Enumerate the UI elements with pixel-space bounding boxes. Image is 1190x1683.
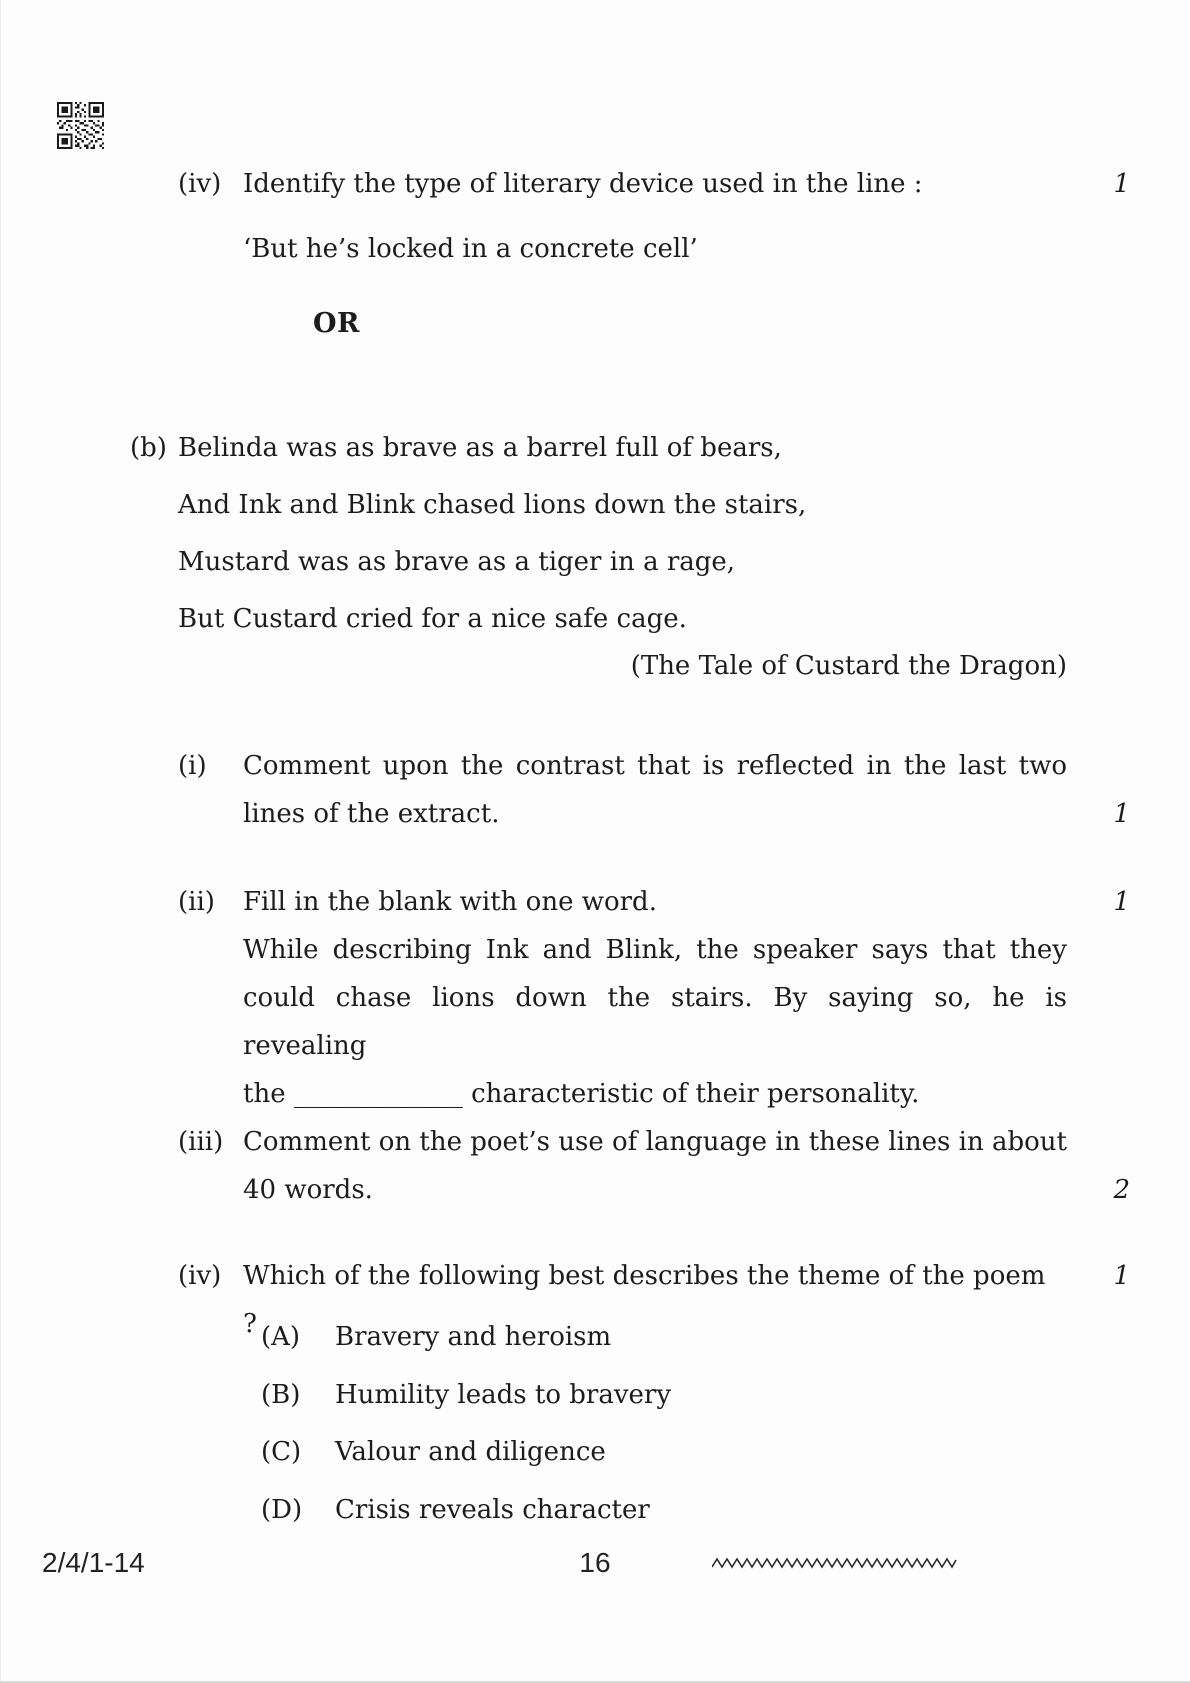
poem-line: Belinda was as brave as a barrel full of bears, — [178, 433, 782, 463]
question-number: (i) — [178, 751, 207, 781]
footer-paper-code: 2/4/1-14 — [42, 1547, 145, 1578]
marks-value: 1 — [1113, 169, 1130, 199]
question-a-iv — [178, 160, 1130, 208]
poem-extract — [178, 420, 806, 648]
or-separator: OR — [313, 308, 360, 339]
marks-value: 1 — [1113, 799, 1130, 829]
question-number: (iii) — [178, 1127, 224, 1157]
question-text: Which of the following best describes the theme of the poem ? — [243, 1261, 1046, 1339]
question-text-line: Comment upon the contrast that is reflected in the last two — [243, 751, 1067, 781]
question-text-line: lines of the extract. — [243, 799, 500, 829]
question-text-line: Comment on the poet’s use of language in these lines in about — [243, 1127, 1067, 1157]
option-text: Humility leads to bravery — [335, 1380, 672, 1410]
question-text-line: While describing Ink and Blink, the speaker says that they — [243, 935, 1067, 965]
option-label: (C) — [261, 1437, 302, 1467]
question-number: (iv) — [178, 169, 222, 199]
option-text: Bravery and heroism — [335, 1322, 612, 1352]
poem-attribution: (The Tale of Custard the Dragon) — [630, 651, 1067, 681]
question-b-i — [178, 742, 1130, 838]
option-d — [261, 1486, 650, 1534]
marks-value: 1 — [1113, 1261, 1130, 1291]
option-label: (B) — [261, 1380, 301, 1410]
poem-line: And Ink and Blink chased lions down the stairs, — [178, 490, 807, 520]
question-text-line: Fill in the blank with one word. — [243, 887, 657, 917]
option-label: (A) — [261, 1322, 301, 1352]
question-b-ii — [178, 878, 1130, 1118]
option-a — [261, 1313, 611, 1361]
option-b — [261, 1371, 671, 1419]
part-b-label: (b) — [130, 433, 167, 463]
poem-line: But Custard cried for a nice safe cage. — [178, 604, 687, 634]
qr-code-icon — [57, 100, 104, 151]
marks-value: 2 — [1113, 1175, 1130, 1205]
option-text: Valour and diligence — [335, 1437, 606, 1467]
option-text: Crisis reveals character — [335, 1495, 650, 1525]
option-label: (D) — [261, 1495, 303, 1525]
quoted-line: ‘But he’s locked in a concrete cell’ — [243, 234, 698, 264]
poem-line: Mustard was as brave as a tiger in a rage, — [178, 547, 736, 577]
question-b-iii — [178, 1118, 1130, 1214]
zigzag-mark-icon — [712, 1556, 957, 1570]
option-c — [261, 1428, 606, 1476]
marks-value: 1 — [1113, 887, 1130, 917]
question-text-line: the _____________ characteristic of their personality. — [243, 1079, 920, 1109]
question-text: Identify the type of literary device used in the line : — [243, 169, 923, 199]
footer-page-number: 16 — [579, 1547, 611, 1578]
question-number: (ii) — [178, 887, 215, 917]
question-number: (iv) — [178, 1261, 222, 1291]
question-text-line: 40 words. — [243, 1175, 373, 1205]
question-text-line: could chase lions down the stairs. By saying so, he is revealing — [243, 983, 1067, 1061]
